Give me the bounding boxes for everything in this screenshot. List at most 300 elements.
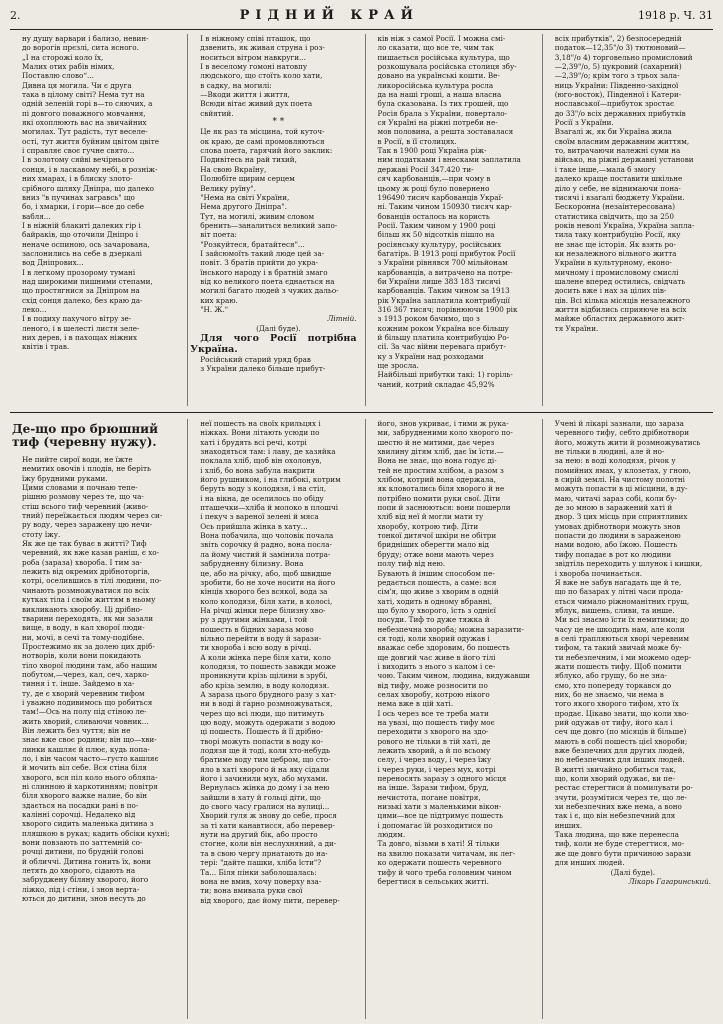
- text-line: більш як 50 відсотків пішло на: [377, 230, 495, 240]
- text-line: селу, і через воду, і через їжу: [377, 755, 492, 765]
- text-line: яблук, вишень, сливи, та инше.: [554, 605, 675, 615]
- text-line: Найбільші прибутки такі: 1) горіль-: [377, 370, 513, 380]
- text-line: життя відбились сприяюче на всіх: [554, 304, 687, 314]
- text-line: Хворий гуля ж знову до себе, прося: [200, 811, 337, 821]
- text-line: переходити з хворого на здо-: [377, 727, 489, 737]
- text-line: до ворогів прєзлі, сита ясного.: [22, 43, 139, 53]
- text-line: рового не тільки в тій хаті, де: [377, 736, 491, 746]
- text-line: Всюди вітає живий дух поета: [200, 99, 313, 109]
- text-line: для инших людей.: [554, 858, 625, 868]
- text-line: ості, тут життя буйним цвітом цвіте: [22, 136, 159, 146]
- text-line: тя України.: [554, 323, 599, 333]
- text-line: його рушником, і на глибокі, котрим: [200, 475, 341, 485]
- text-line: зробити, бо не хоче носити на його: [200, 577, 336, 587]
- text-line: шестю й не митими, дає через: [377, 437, 495, 447]
- text-line: в сирій землі. На чистому полотні: [554, 475, 685, 485]
- text-line: тифу попадає в рот ко людини: [554, 549, 672, 559]
- text-line: тері: "дайте пашки, хліба їсти"?: [200, 858, 322, 868]
- text-line: така в цілому світі? Нема тут на: [22, 90, 145, 100]
- text-line: нечистота, погане повітря,: [377, 792, 481, 802]
- text-line: слова поета, гарячий його заклик:: [200, 146, 333, 156]
- text-line: поклала хліб, щоб він охолонув,: [200, 456, 322, 466]
- text-line: це, або на річку, або, щоб швидше: [200, 568, 332, 578]
- text-line: ні. Таким чином 150930 тисяч кар-: [377, 202, 512, 212]
- text-line: і допомагає їй розходитися по: [377, 820, 493, 830]
- text-line: "Н. Ж.": [200, 304, 229, 314]
- text-line: і на вікна, де оселилось по обіду: [200, 493, 324, 503]
- text-line: ється чимало рiжноманітних груш,: [554, 596, 690, 606]
- text-line: що простягнися за Дніпром на: [22, 286, 140, 296]
- text-line: ся Україні на ріжні потреби не-: [377, 118, 498, 128]
- text-line: в селі трапляються хворі черевним: [554, 633, 689, 643]
- text-line: В житті звичайно робиться так,: [554, 764, 677, 774]
- text-line: не тільки в людині, але й но-: [554, 447, 665, 457]
- text-line: Взагалі ж, як би Україна жила: [554, 127, 672, 137]
- text-line: і таке інше,—мала б змогу: [554, 164, 656, 174]
- text-line: на увазі, що пошесть тифу моє: [377, 718, 495, 727]
- text-line: стіш всього тиф черевний (живо-: [22, 501, 149, 511]
- text-line: пляшкою в руках; кадить обсіки кухні;: [22, 828, 170, 838]
- text-line: Росія брала з України, повертало-: [377, 108, 507, 118]
- text-line: Він лежить без чуття; він не: [22, 725, 131, 735]
- text-line: через що всі люди, що питимуть: [200, 708, 325, 718]
- text-line: Вона побачила, що чоловік почала: [200, 531, 334, 541]
- text-line: ні слинною й харкотинням; повітря: [22, 782, 158, 792]
- text-line: мичному і промисловому смислі: [554, 267, 679, 277]
- text-line: кінців хворого без всякої, вода за: [200, 587, 328, 597]
- bottom-section: [10, 419, 713, 1019]
- text-line: ним податками і внесками заплатила: [377, 155, 521, 165]
- text-line: вниз "в пучинах загравсь" що: [22, 192, 135, 202]
- text-line: черевного тифу, себто дрібнотвори: [554, 428, 690, 438]
- text-line: вже безпечних для других людей,: [554, 746, 685, 756]
- text-line: Не пийте сирої води, не їжте: [22, 455, 133, 464]
- text-line: тисячі і взагалі бюджету України.: [554, 192, 685, 202]
- text-line: мов половина, а решта зоставалася: [377, 127, 514, 137]
- text-line: Учені й лікарі зазнали, що зараза: [554, 419, 684, 428]
- text-line: росіянську культуру, російських: [377, 239, 502, 249]
- text-line: нами водою, або їжою. Пошесть: [554, 540, 678, 550]
- text-line: бо, і хмарки, і гори—все до себе: [22, 202, 144, 212]
- text-line: не знає ще історія. Як взять ро-: [554, 239, 676, 249]
- text-line: що було у хворого, їсть з однієї: [377, 605, 496, 615]
- text-line: переносять заразу з одного місця: [377, 774, 507, 784]
- text-line: редається пошесть, а саме: вся: [377, 577, 497, 587]
- text-line: Та довго, візьми в хаті! Я тільки: [377, 839, 500, 849]
- text-line: сонця, і в ласкавому небі, в розніж-: [22, 164, 158, 174]
- text-line: І в золотому сяйві вечірнього: [22, 155, 135, 165]
- text-line: би України лише 383 183 тисячі: [377, 276, 501, 286]
- text-line: кутках тіла і своїм життям в ньому: [22, 595, 156, 605]
- text-line: нотворів, коли вони покидають: [22, 651, 141, 661]
- text-line: (юго-восток), Південної і Катери-: [554, 90, 682, 100]
- text-line: хи небезпечних вже нема, а воно: [554, 802, 682, 812]
- text-line: в Росії, в її столицях.: [377, 136, 457, 146]
- text-line: ти небезпечним, і ми можемо одер-: [554, 652, 692, 662]
- text-line: так і є, що він небезпечний для: [554, 811, 676, 821]
- text-line: віт поета:: [200, 230, 237, 240]
- text-line: яло в хаті хворого й на яку сідали: [200, 764, 330, 774]
- text-line: в садку, на могилі:: [200, 80, 272, 90]
- text-line: розкошувала російська столиця збу-: [377, 62, 517, 72]
- text-line: заслонились на себе в дзеркалі: [22, 248, 142, 258]
- text-line: колодязя, то пошесть завжди може: [200, 661, 336, 671]
- text-line: жати пошесть тифу. Щоб помити: [554, 661, 682, 671]
- top-column-3: [365, 34, 536, 406]
- text-line: инших.: [554, 820, 583, 830]
- text-line: Для чого Росії потрібна Україна.: [190, 333, 357, 355]
- text-line: ки незалежного вільного житта: [554, 248, 677, 258]
- text-line: пишається російська культура, що: [377, 52, 510, 62]
- text-line: І ось через все те треба мати: [377, 708, 489, 718]
- text-line: Поставлю слово“...: [22, 71, 94, 81]
- text-line: вважає себе здоровим, бо пошесть: [377, 643, 510, 653]
- top-column-1: [10, 34, 181, 406]
- text-line: * *: [272, 117, 285, 128]
- text-line: (Далі буде).: [610, 867, 656, 877]
- text-line: На свою Вкраїну,: [200, 164, 267, 174]
- text-line: Росії з України.: [554, 118, 614, 128]
- text-line: хаті і брудять всі речі, котрі: [200, 437, 307, 447]
- text-line: і через руки, і через мух, котрі: [377, 764, 496, 774]
- text-line: і хліб, бо вона забула накрити: [200, 465, 315, 475]
- text-line: хворого сидить маленька дитина з: [22, 819, 154, 829]
- text-line: і уважно подивимось що робиться: [22, 697, 153, 707]
- text-line: Полюбіте щирим серцем: [200, 174, 295, 184]
- text-line: Так в 1900 році Україна ріж-: [377, 146, 487, 156]
- text-line: Російський старий уряд брав: [200, 355, 311, 364]
- text-line: леного, і в шелесті листя зеле-: [22, 323, 140, 333]
- text-line: рий одужав от тифу, його кал і: [554, 718, 673, 727]
- text-line: дзвенить, як живая струна і роз-: [200, 43, 325, 53]
- text-line: берегтися в сельських житті.: [377, 876, 489, 886]
- text-line: що по базарах у літні часи прода-: [554, 587, 684, 597]
- text-line: України в культурному, еконо-: [554, 258, 672, 268]
- text-line: до свого часу гралися на вулиці...: [200, 802, 330, 812]
- text-line: забрудненну білизну. Вона: [200, 559, 304, 569]
- text-line: нема вже в цій хаті.: [377, 699, 454, 709]
- text-line: Така людина, що вже перенесла: [554, 830, 679, 840]
- text-line: ці пошесть. Пошесть й її дрібно-: [200, 727, 323, 737]
- text-line: тиф, коли не буде стерегтися, мо-: [554, 839, 685, 849]
- article-title-typhoid: Де-що про брюшний тиф (черевну нужу).: [12, 422, 158, 449]
- text-line: Як же це так буває в житті? Тиф: [22, 539, 147, 549]
- text-line: ло сказати, що все те, чим так: [377, 43, 494, 53]
- text-line: посуди. Тиф то дуже тяжка й: [377, 615, 490, 625]
- top-column-2: [187, 34, 358, 406]
- text-line: рестає стерегтися й помилувати ро-: [554, 783, 693, 793]
- text-line: нославської—прибуток зростає: [554, 99, 675, 109]
- text-line: шалене вперед остились, свідчать: [554, 276, 686, 286]
- text-line: проникнути крізь щілини в зрубі,: [200, 671, 328, 681]
- text-line: і хвороба починається.: [554, 568, 643, 578]
- text-line: що, коли хворий одужає, ви пе-: [554, 774, 675, 784]
- text-line: чинають розмножуватися по всіх: [22, 585, 150, 595]
- text-line: свйятий.: [200, 108, 234, 118]
- text-line: ру воду, через заражену цю нечи-: [22, 520, 153, 530]
- text-line: ся тоді, коли хворий одужав і: [377, 633, 490, 643]
- text-line: тей не простим хлібом, а разом з: [377, 465, 504, 475]
- text-line: бридніших оберегти мало від: [377, 540, 489, 550]
- text-line: їжу брудними руками.: [22, 473, 108, 483]
- text-line: них, бо не знаємо, чи нема в: [554, 689, 664, 699]
- text-line: того якого хворого тифом, хто їх: [554, 699, 679, 709]
- text-line: Простежимо як за долею цих дріб-: [22, 641, 155, 651]
- text-line: но небезпечних для інших людей.: [554, 755, 685, 765]
- text-line: хлібом, котрий вона одержала,: [377, 475, 496, 485]
- text-line: біля хворого важке налие, бо він: [22, 791, 148, 801]
- text-line: ликоросійська культура росла: [377, 80, 494, 90]
- text-line: —Вкоди життя і життя,: [200, 90, 290, 100]
- text-line: одній зеленій горі в—то сяючих, а: [22, 99, 153, 109]
- text-line: лодязя ще й тоді, коли хто-небудь: [200, 746, 330, 756]
- text-line: 196490 тисяч карбованців Украї-: [377, 192, 504, 202]
- text-line: ла йому чистий й замінила потра-: [200, 549, 331, 559]
- text-line: багатірь. В 1913 році прибуток Росії: [377, 248, 516, 258]
- text-line: тифу й чого треба головним чином: [377, 867, 512, 877]
- text-line: —2,39"/o, 5) цукровий (сахарний): [554, 62, 682, 72]
- text-line: умовах дрібнотвори можуть знов: [554, 521, 681, 531]
- section-divider: [10, 412, 713, 413]
- text-line: стогне, коли він неслухняний, а ди-: [200, 839, 337, 849]
- text-line: знає вже своє родини; він що—хви-: [22, 735, 157, 745]
- text-line: братиме воду тим цебром, що сто-: [200, 755, 331, 765]
- text-line: А зараза цього брудного разу з хат-: [200, 689, 337, 699]
- text-line: ми, забрудненими коло хворого по-: [377, 428, 513, 438]
- text-line: й більшу платила контрибуцію Ро-: [377, 333, 510, 342]
- text-line: полу тиф від нею.: [377, 559, 446, 569]
- text-line: Цими словами я почнаю тепе-: [22, 483, 138, 493]
- text-line: котрі, оселившись в тілі людини, по-: [22, 576, 162, 586]
- text-line: зайшли в хату й гольці діти, що: [200, 792, 321, 802]
- text-line: Велику руїну".: [200, 183, 256, 193]
- text-line: леко...: [22, 304, 47, 314]
- text-line: здається на посадки рані в по-: [22, 800, 139, 810]
- text-line: цю воду, можуть одержати з водою: [200, 718, 336, 727]
- text-line: ку з України над розходами: [377, 351, 484, 361]
- text-line: ти хвороба і всю воду в річці.: [200, 643, 312, 653]
- text-line: повіт. З братів прийти до укра-: [200, 258, 318, 268]
- text-line: часу це не шкодить нам, але коли: [554, 624, 685, 634]
- text-line: досить вже і нах за цілих пів-: [554, 286, 667, 296]
- text-line: на хвилю показати читачам, як лег-: [377, 848, 516, 858]
- text-line: тіло хворої людини там, або нашим: [22, 660, 158, 670]
- text-line: далеко краще поставити шкільне: [554, 174, 683, 184]
- text-line: попасти до людини в зараженою: [554, 531, 681, 541]
- text-line: бруду; отже вони мають через: [377, 549, 494, 559]
- text-line: Бескоронна (незаінтересована): [554, 202, 676, 212]
- text-line: була сказована. Із тих грошей, що: [377, 99, 509, 109]
- text-line: до 33"/o всіх державних прибутків: [554, 108, 686, 118]
- text-line: там!—Ось на полу під стіною ле-: [22, 707, 147, 717]
- text-line: ніжках. Вони літають усюди по: [200, 428, 320, 438]
- text-line: сім'я, що живе з хворим в одній: [377, 587, 499, 597]
- text-line: могилах. Тут радість, тут веселе-: [22, 127, 148, 137]
- top-section: [10, 34, 713, 406]
- text-line: цями—все це підтримує пошесть: [377, 811, 503, 821]
- text-line: попи й заснюються: вони пошерли: [377, 503, 511, 513]
- text-line: сії. За час війни перевага прибут-: [377, 342, 506, 352]
- text-line: рочці дитини, по брудній голові: [22, 847, 144, 857]
- text-line: схід сонця далеко, без краю да-: [22, 295, 143, 305]
- text-line: роба (зараза) хвороба. І тим за-: [22, 557, 142, 567]
- text-line: помийних ямах, у клозетах, у гною,: [554, 465, 691, 475]
- text-line: ти; вона вмивала руки свої: [200, 886, 303, 896]
- text-line: черевний, як вже казав раніш, є хо-: [22, 548, 160, 558]
- text-line: людського, що стоїть коло хати,: [200, 71, 323, 81]
- text-line: ниць України: Південно-західної: [554, 80, 679, 90]
- text-line: його, знов укриває, і тими ж рука-: [377, 419, 509, 428]
- text-line: карбованців. Таким чином за 1913: [377, 286, 510, 296]
- text-line: податок—12,35"/o 3) тютюновий—: [554, 43, 686, 53]
- page-header: [10, 8, 713, 30]
- text-line: І в подиху пахучого вітру зе-: [22, 314, 132, 324]
- text-line: срібного шляху Дніпра, що далеко: [22, 183, 154, 193]
- text-line: Та... Біля пінки заболошалась:: [200, 867, 317, 877]
- text-line: статистика свідчить, що за 250: [554, 211, 674, 221]
- text-line: —2,39"/o; крім того з трьох зала-: [554, 71, 680, 81]
- text-line: вони повзають по заттемній со-: [22, 838, 143, 848]
- text-line: них дерев, і в пахощах ніжних: [22, 333, 138, 342]
- text-line: ни в воді й гарно розмножуваться,: [200, 699, 333, 709]
- text-line: хвилину дітям хліб, дає їм їсти.—: [377, 447, 504, 457]
- text-line: знаходяться там: і лаву, де хазяйка: [200, 447, 336, 457]
- bottom-column-2: [187, 419, 358, 1019]
- text-line: небезпечна хвороба; можна заразити-: [377, 624, 524, 634]
- text-line: Вернулась жінка до дому і за нею: [200, 783, 330, 793]
- text-line: тний) переїжається людям через си-: [22, 511, 163, 521]
- text-line: сеч ще довго (по місяців й більше): [554, 727, 687, 737]
- text-line: Це як раз та місцина, той куточ-: [200, 127, 325, 137]
- text-line: 3,18"/o 4) торговельно промисловий: [554, 52, 693, 62]
- text-line: вод Дніпрових...: [22, 258, 84, 268]
- text-line: летять до хворого, сідають на: [22, 866, 136, 876]
- text-line: зчути, розумітися через те, що ле-: [554, 792, 687, 802]
- text-line: які охоплюють вас на звичайних: [22, 118, 147, 128]
- text-line: від тифу, може розносити по: [377, 680, 488, 690]
- text-line: квітів і трав.: [22, 342, 70, 352]
- text-line: й обличчі. Дитина гонить їх, вони: [22, 856, 151, 866]
- text-line: вільно перейти в воду й зарази-: [200, 633, 322, 643]
- bottom-column-3: [365, 419, 536, 1019]
- text-line: його, можуть жити й розмножуватись: [554, 437, 701, 447]
- text-line: можуть попасти в ці місцини, в ду-: [554, 484, 688, 494]
- text-line: Дивна ця могила. Чи є друга: [22, 80, 132, 90]
- text-line: побутом,—через, кал, сеч, харко-: [22, 669, 150, 679]
- text-line: ків ніж з самої Росії. І можна смі-: [377, 34, 506, 43]
- text-line: за нею: в воді колодязя, річок у: [554, 456, 676, 466]
- text-line: рік Україна заплатила контрибуції: [377, 295, 510, 305]
- text-line: з України далеко більше прибут-: [200, 364, 326, 374]
- page-number: 2.: [10, 9, 21, 22]
- text-line: носиться вітром навкруги...: [200, 52, 306, 62]
- text-line: На річці жінки пере білизну хво-: [200, 605, 326, 615]
- text-line: ру з другими жінками, і той: [200, 615, 308, 625]
- text-line: діло у себе, не віднимаючи пона-: [554, 183, 681, 193]
- text-line: Малих отих рабів німих,: [22, 62, 115, 72]
- text-line: неї пошесть на своїх крильцях і: [200, 419, 321, 428]
- text-line: тонкої дитячої шкіри не обітри: [377, 531, 497, 541]
- text-line: да на наші гроші, а наша власна: [377, 90, 502, 100]
- text-line: тифом, та такий звичай може бу-: [554, 643, 682, 653]
- top-column-4: [542, 34, 713, 406]
- text-line: та в свою чергу прнатають до на-: [200, 848, 328, 858]
- text-line: беруть воду з колодязя, і на стіл,: [200, 484, 327, 494]
- text-line: І в легкому прозорому тумані: [22, 267, 136, 277]
- text-line: Нема другого Дніпра".: [200, 202, 287, 212]
- text-line: ну душу варвари і бализо, невин-: [22, 34, 149, 43]
- text-line: калінні сорочці. Недалеко від: [22, 810, 136, 820]
- text-line: нути на другий бік, або просто: [200, 830, 318, 840]
- text-line: звіть сорочку й радно, вона посла-: [200, 540, 332, 550]
- text-line: творі можуть попасти в воду ко-: [200, 736, 323, 746]
- text-line: Бувають й іншим способом пе-: [377, 568, 495, 578]
- text-line: "Розкуйтеся, братайтеся"...: [200, 239, 305, 249]
- text-line: могилі багато людей з чужих дальо-: [200, 286, 339, 296]
- text-line: Подивітесь на рай тихий,: [200, 155, 297, 165]
- text-line: ло, і він часом часто—густо кашляє: [22, 754, 159, 763]
- text-line: продає. Цікаво знати, що коли хво-: [554, 708, 689, 718]
- bottom-column-4: [542, 419, 713, 1019]
- text-line: від ко великого поета єднається на: [200, 276, 335, 286]
- text-line: ються до дитини, знов несуть до: [22, 894, 146, 904]
- text-line: стоту їжу.: [22, 529, 61, 539]
- text-line: як кловотались біля хворого й не: [377, 484, 505, 494]
- text-line: ни, мочі, в сечі та тому-подібне.: [22, 632, 145, 642]
- text-line: пташечки—хліба й молоко в плошчі: [200, 503, 339, 513]
- text-line: Тут, на могилі, живим словом: [200, 211, 315, 221]
- text-line: років неволі Україна, Україна запла-: [554, 220, 695, 230]
- text-line: за ті хати канавтисся, або перевер-: [200, 820, 335, 830]
- text-line: всіх прибутків", 2) безпосередній: [554, 34, 682, 43]
- text-line: лежить хворий, а й по всьому: [377, 746, 491, 756]
- text-line: вабля...: [22, 211, 51, 221]
- text-line: лежить від окремих дрібноторгів,: [22, 567, 150, 577]
- text-line: рішню розмову через те, що ча-: [22, 492, 144, 502]
- text-line: Ось прийшла жінка в хату...: [200, 521, 308, 531]
- text-line: ще зросла.: [377, 361, 419, 371]
- text-line: майже областях державного жит-: [554, 314, 685, 324]
- text-line: мають в собі пошесть цієї хвороби;: [554, 736, 688, 746]
- text-line: І в ніжному співі пташок, що: [200, 34, 311, 43]
- text-line: його і зачинили мух, або мухами.: [200, 774, 328, 784]
- text-line: забруджену біляну хворого, його: [22, 875, 149, 885]
- text-line: і виходить з нього з калом і се-: [377, 661, 496, 671]
- text-line: над широкими пишними степами,: [22, 276, 153, 286]
- text-line: чаний, котрий складає 45,92%: [377, 379, 495, 389]
- text-line: людям.: [377, 830, 406, 840]
- text-line: військо, на ріжні державні установи: [554, 155, 694, 165]
- text-line: Вона не знає, що вона годує ді-: [377, 456, 497, 466]
- text-line: тиння і т. інше. Зайдемо в ха-: [22, 679, 135, 689]
- text-line: "Нема на світі України,: [200, 192, 290, 202]
- text-line: неначе оспиною, ось зачарована,: [22, 239, 150, 249]
- text-line: немитих овочів і плодів, не беріть: [22, 464, 151, 474]
- text-line: Ми всі знаємо їсти їх немитими; до: [554, 615, 690, 625]
- text-line: линки кашляє й плює, кудь попа-: [22, 744, 150, 754]
- text-line: же ще довго бути причиною зарази: [554, 848, 692, 858]
- text-line: ту, де є хворий черевним тифом: [22, 688, 145, 698]
- text-line: звідтіль переходить у шлунок і кишки,: [554, 559, 703, 569]
- text-line: байраків, що оточили Дніпро і: [22, 230, 139, 240]
- text-line: довано на українські кошти. Ве-: [377, 71, 500, 81]
- text-line: Я вже не забув нагадать ще й те,: [554, 577, 682, 587]
- issue-date: 1918 р. Ч. 31: [637, 9, 713, 22]
- text-line: де зо мною в заражений хаті й: [554, 503, 673, 513]
- text-line: тварини переходять, як ми зазали: [22, 613, 154, 623]
- text-line: хаті, ходить в одному вбранні,: [377, 596, 493, 606]
- text-line: коло колодязя, біля хати, в колосі,: [200, 596, 333, 606]
